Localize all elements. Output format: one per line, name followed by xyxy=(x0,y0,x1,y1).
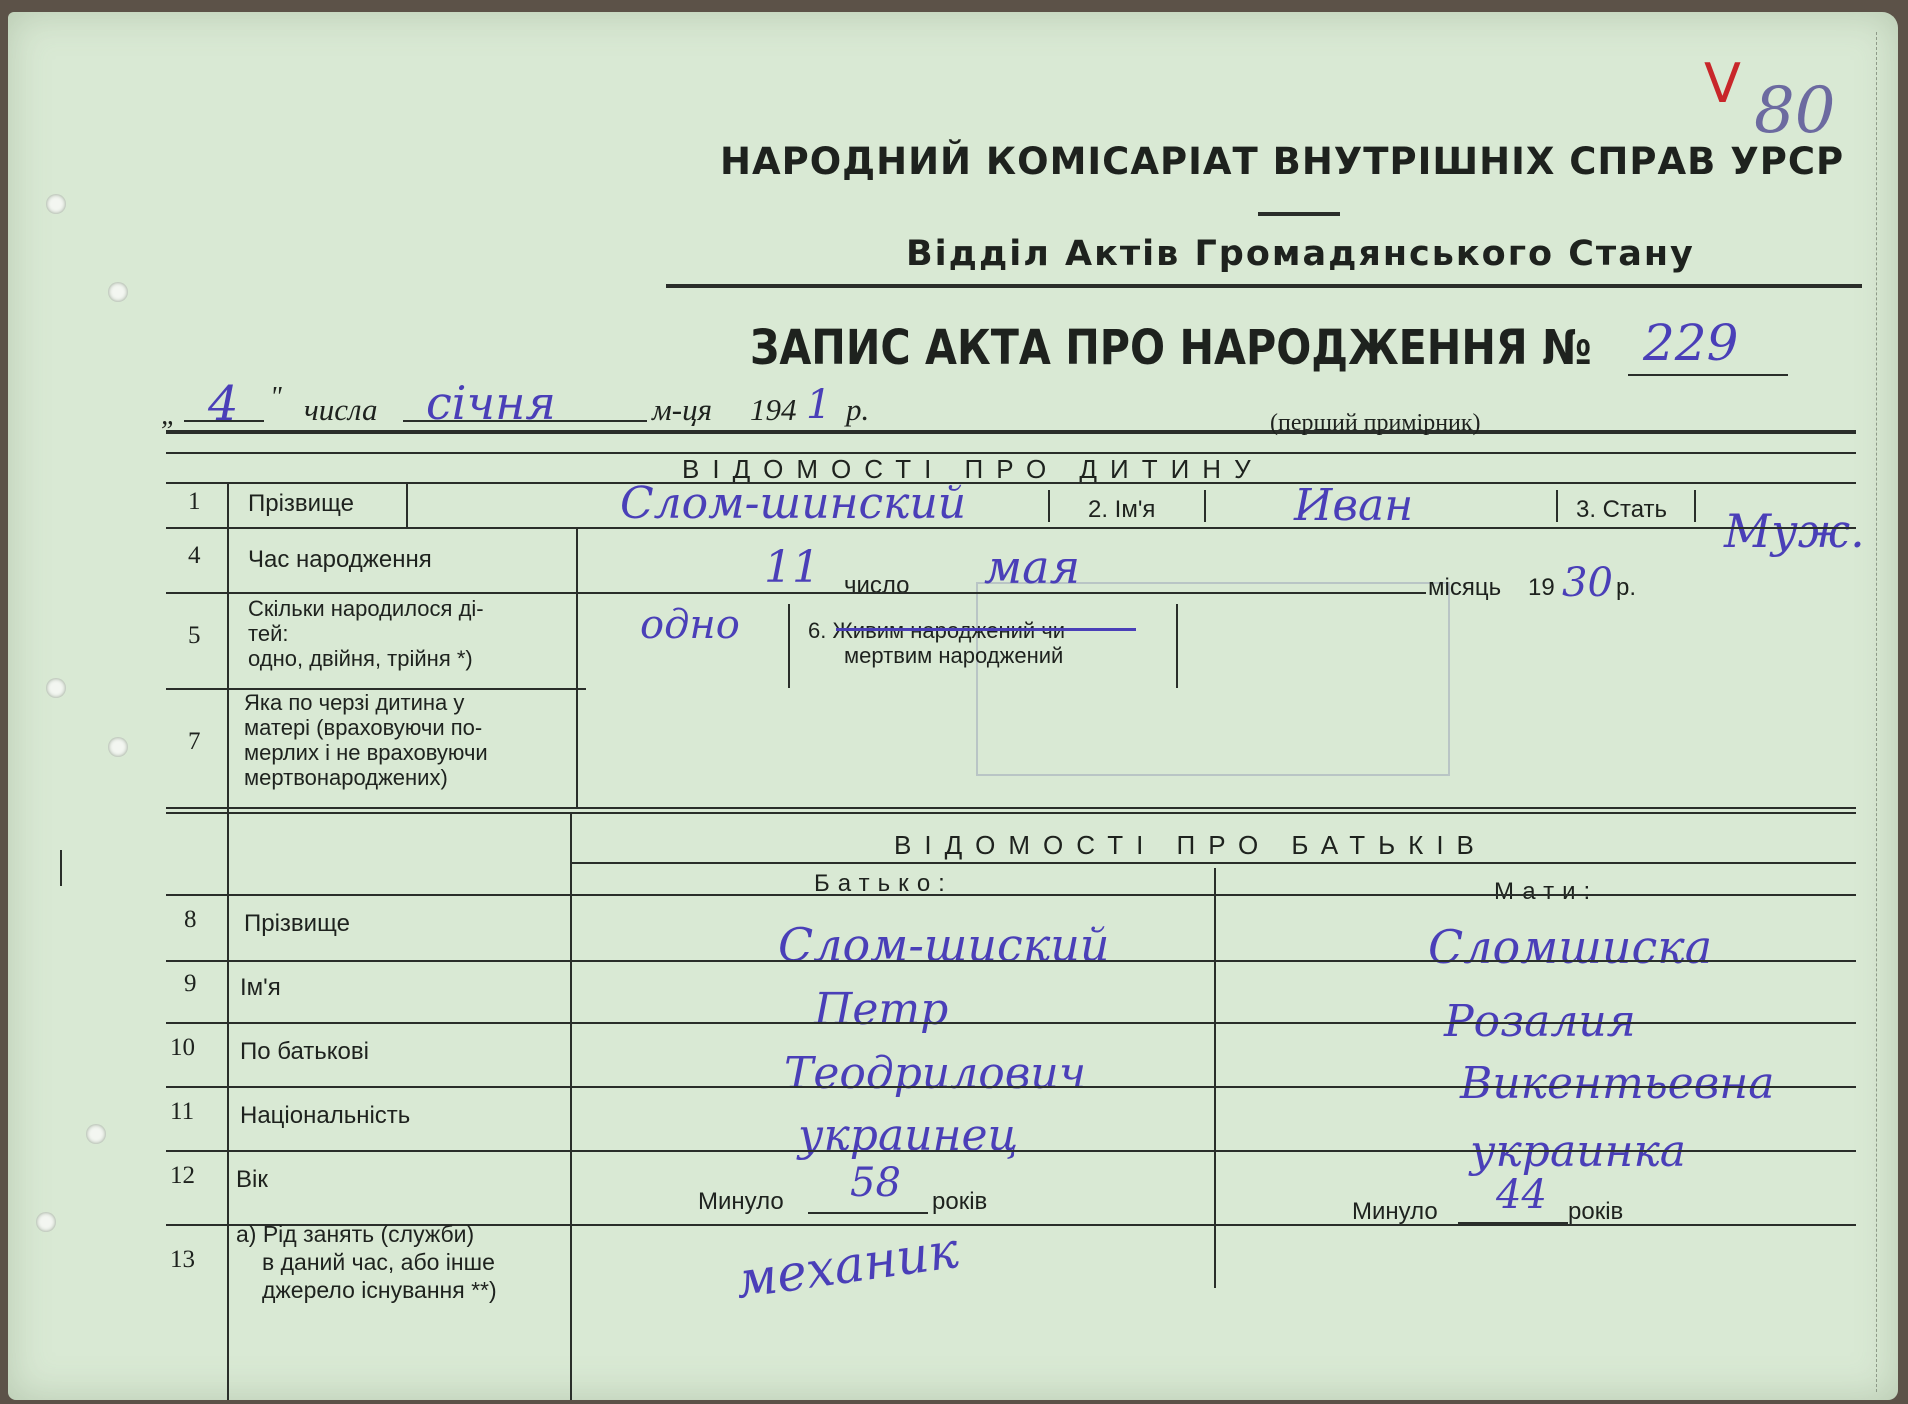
mother-column-heading: Мати: xyxy=(1494,878,1599,905)
father-age-unit: років xyxy=(932,1188,988,1215)
row-number-8: 8 xyxy=(184,906,197,933)
mother-nationality: украинка xyxy=(1470,1126,1687,1177)
father-occupation: механик xyxy=(731,1221,962,1310)
record-day: 4 xyxy=(208,376,239,432)
row-rule xyxy=(166,894,1856,896)
punch-hole xyxy=(36,1212,56,1232)
birth-month-caption: місяць xyxy=(1428,574,1502,601)
record-month: січня xyxy=(426,376,556,430)
alive-label-border-right xyxy=(1176,604,1178,688)
father-age-line xyxy=(808,1212,928,1214)
father-column-heading: Батько: xyxy=(814,870,953,897)
year-prefix: 194 xyxy=(750,392,797,427)
row-rule xyxy=(166,1086,1856,1088)
corner-page-number: 80 xyxy=(1754,74,1836,148)
birth-month: мая xyxy=(984,540,1081,594)
surname-label-border xyxy=(406,482,408,527)
row-number-9: 9 xyxy=(184,970,197,997)
faint-stamp xyxy=(976,582,1450,776)
row-rule xyxy=(166,592,1366,594)
row-number-11: 11 xyxy=(170,1098,195,1125)
month-caption: м-ця xyxy=(652,392,713,427)
record-month-line xyxy=(403,420,647,422)
child-section-heading: ВІДОМОСТІ ПРО ДИТИНУ xyxy=(682,454,1264,484)
father-nationality: украинец xyxy=(798,1110,1019,1161)
mother-surname: Сломшиска xyxy=(1428,920,1713,974)
row-number-10: 10 xyxy=(170,1034,195,1061)
father-surname: Слом-шиский xyxy=(778,918,1110,972)
record-day-line xyxy=(184,420,264,422)
child-name: Иван xyxy=(1294,480,1414,531)
row-number-5: 5 xyxy=(188,622,201,649)
patronymic-label: По батькові xyxy=(240,1038,369,1065)
row-number-1: 1 xyxy=(188,488,201,515)
alive-or-stillborn-label: 6. Живим народжений чи мертвим народжений xyxy=(808,618,1066,668)
birth-order-label: Яка по черзі дитина у матері (враховуючи по- мерлих і не враховуючи мертвонароджених) xyxy=(244,690,488,790)
child-sex: Муж. xyxy=(1724,504,1865,558)
name-label-border-right xyxy=(1204,490,1206,522)
surname-label: Прізвище xyxy=(248,490,354,517)
punch-hole xyxy=(108,737,128,757)
birth-year-suffix: р. xyxy=(1616,574,1637,601)
record-year-digit: 1 xyxy=(806,382,832,428)
punch-hole xyxy=(86,1124,106,1144)
punch-hole xyxy=(46,678,66,698)
alive-label-border-left xyxy=(788,604,790,688)
punch-hole xyxy=(108,282,128,302)
sex-label: 3. Стать xyxy=(1576,496,1668,523)
parents-section-heading: ВІДОМОСТІ ПРО БАТЬКІВ xyxy=(894,830,1487,860)
header-rule xyxy=(666,284,1862,288)
parents-label-border xyxy=(570,812,572,1400)
birth-year-caption: 19 xyxy=(1528,574,1555,601)
birth-day: 11 xyxy=(764,542,820,593)
record-number-line xyxy=(1628,374,1788,376)
number-column-border xyxy=(227,482,229,1400)
birth-record-form xyxy=(8,12,1898,1400)
row-number-13: 13 xyxy=(170,1246,195,1273)
row-number-7: 7 xyxy=(188,728,201,755)
row-number-4: 4 xyxy=(188,542,201,569)
label-column-border xyxy=(576,527,578,807)
children-count: одно xyxy=(640,602,740,648)
row-rule xyxy=(166,960,1856,962)
day-caption: числа xyxy=(304,392,378,427)
mother-age-caption: Минуло xyxy=(1352,1198,1438,1225)
father-age-caption: Минуло xyxy=(698,1188,784,1215)
nationality-label: Національність xyxy=(240,1102,411,1129)
copy-note: (перший примірник) xyxy=(1270,410,1481,436)
record-number: 229 xyxy=(1643,314,1739,372)
occupation-label: а) Рід занять (служби) в даний час, або інше джерело існування **) xyxy=(236,1221,497,1303)
row-rule xyxy=(166,527,1856,529)
date-open-quote: „ xyxy=(161,400,177,431)
row-number-12: 12 xyxy=(170,1162,195,1189)
father-patronymic: Теодрилович xyxy=(784,1048,1087,1099)
sex-label-border-right xyxy=(1694,490,1696,522)
row-rule xyxy=(166,1022,1856,1024)
mother-patronymic: Викентьевна xyxy=(1460,1058,1775,1109)
record-title: ЗАПИС АКТА ПРО НАРОДЖЕННЯ № xyxy=(750,320,1592,376)
header-divider xyxy=(1258,212,1340,216)
parents-heading-rule xyxy=(570,862,1856,864)
year-suffix: р. xyxy=(846,392,870,427)
ministry-title: НАРОДНИЙ КОМІСАРІАТ ВНУТРІШНІХ СПРАВ УРСР xyxy=(720,140,1845,183)
mother-name: Розалия xyxy=(1444,996,1636,1047)
parent-name-label: Ім'я xyxy=(240,974,281,1001)
margin-mark xyxy=(60,850,62,886)
child-surname: Слом-шинский xyxy=(620,478,967,529)
alive-underline-mark xyxy=(836,628,1136,631)
parent-surname-label: Прізвище xyxy=(244,910,350,937)
name-label: 2. Ім'я xyxy=(1088,496,1156,523)
row-rule xyxy=(166,1150,1856,1152)
birth-year: 30 xyxy=(1562,560,1613,606)
corner-check-mark: V xyxy=(1704,52,1741,115)
children-count-label: Скільки народилося ді- тей: одно, двійня, трійня *) xyxy=(248,596,484,671)
parents-section-rule-top xyxy=(166,812,1856,814)
father-age: 58 xyxy=(850,1160,901,1206)
mother-age-unit: років xyxy=(1568,1198,1624,1225)
age-label: Вік xyxy=(236,1166,268,1193)
birth-time-label: Час народження xyxy=(248,546,432,573)
father-name: Петр xyxy=(814,984,949,1035)
date-close-quote: " xyxy=(270,382,282,413)
sex-label-border-left xyxy=(1556,490,1558,522)
mother-age: 44 xyxy=(1496,1172,1547,1218)
row-rule xyxy=(166,807,1856,809)
right-edge-rule xyxy=(1876,32,1877,1392)
name-label-border-left xyxy=(1048,490,1050,522)
child-section-rule xyxy=(166,482,1856,484)
birth-day-caption: число xyxy=(844,572,910,599)
punch-hole xyxy=(46,194,66,214)
date-rule xyxy=(166,430,1856,434)
department-title: Відділ Актів Громадянського Стану xyxy=(906,234,1695,274)
